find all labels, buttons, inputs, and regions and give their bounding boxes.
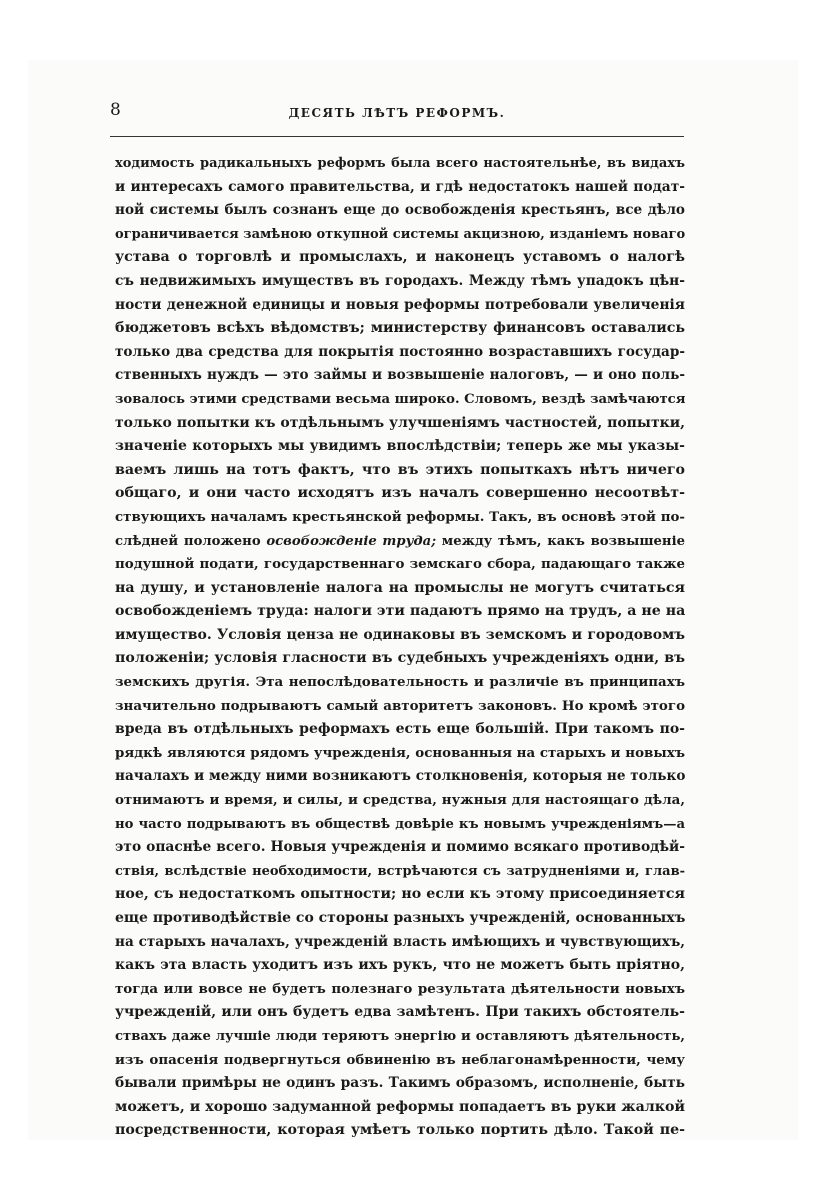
text-segment: имущество. Условія ценза не одинаковы въ земскомъ и городовомъ [115,626,685,643]
text-segment: на старыхъ началахъ, учрежденій власть имѣющихъ и чувствующихъ, [115,933,685,950]
text-line [115,718,685,742]
text-segment: ности денежной единицы и новыя реформы потребовали увеличенія [115,296,685,313]
text-segment: съ недвижимыхъ имуществъ въ городахъ. Между тѣмъ упадокъ цѣн- [115,272,685,289]
text-segment: общаго, и они часто исходятъ изъ началъ совершенно несоотвѣт- [115,485,685,502]
text-segment: бывали примѣры не одинъ разъ. Такимъ образомъ, исполненіе, быть [115,1075,685,1092]
text-segment: изъ опасенія подвергнуться обвиненію въ неблагонамѣренности, чему [115,1051,685,1068]
text-segment: и интересахъ самого правительства, и гдѣ недостатокъ нашей подат- [115,178,685,195]
text-line [115,223,685,247]
text-segment: учрежденій, или онъ будетъ едва замѣтенъ. При такихъ обстоятель- [115,1004,685,1021]
text-line [115,883,685,907]
text-segment: подушной подати, государственнаго земскаго сбора, падающаго также [115,556,685,573]
text-segment: отнимаютъ и время, и силы, и средства, нужныя для настоящаго дѣла, [115,792,685,809]
text-segment: на душу, и установленіе налога на промыслы не могутъ считаться [115,579,685,596]
text-segment: значительно подрываютъ самый авторитетъ законовъ. Но кромѣ этого [115,697,685,714]
text-segment: рядкѣ являются рядомъ учрежденія, основанныя на старыхъ и новыхъ [115,744,685,761]
text-line [115,742,685,766]
text-line [115,600,685,624]
text-line [115,931,685,955]
text-line [115,364,685,388]
text-segment: ственныхъ нуждъ — это займы и возвышеніе налоговъ, — и оно поль- [115,367,685,384]
text-line [115,1096,685,1120]
text-line [115,860,685,884]
text-segment: это опаснѣе всего. Новыя учрежденія и помимо всякаго противодѣй- [115,839,685,856]
text-line [115,1119,685,1143]
text-line [115,907,685,931]
text-line [115,624,685,648]
text-segment: еще противодѣйствіе со стороны разныхъ учрежденій, основанныхъ [115,910,685,926]
text-segment: ваемъ лишь на тотъ фактъ, что въ этихъ попыткахъ нѣтъ ничего [115,461,685,478]
running-title: ДЕСЯТЬ ЛѢТЪ РЕФОРМЪ. [288,106,506,120]
text-segment: положеніи; условія гласности въ судебныхъ учрежденіяхъ одни, въ [115,650,685,667]
text-segment: ограничивается замѣною откупной системы акцизною, изданіемъ новаго [115,226,685,242]
text-line [115,246,685,270]
text-line [115,1072,685,1096]
text-line [115,1025,685,1049]
text-segment: началахъ и между ними возникаютъ столкновенія, которыя не только [115,768,685,785]
text-line [115,1001,685,1025]
body-text [115,152,685,1143]
text-line [115,176,685,200]
text-segment: но часто подрываютъ въ обществѣ довѣріе къ новымъ учрежденіямъ—а [115,816,685,832]
text-segment: только попытки къ отдѣльнымъ улучшеніямъ частностей, попытки, [115,414,685,431]
text-segment: ствахъ даже лучшіе люди теряютъ энергію и оставляютъ дѣятельность, [115,1028,685,1044]
text-line [115,765,685,789]
text-line [115,435,685,459]
text-line [115,647,685,671]
text-segment: ствія, вслѣдствіе необходимости, встрѣчаются съ затрудненіями и, глав- [115,863,685,879]
text-line [115,482,685,506]
text-line [115,553,685,577]
text-line [115,341,685,365]
text-segment: освобожденіемъ труда: налоги эти падаютъ прямо на трудъ, а не на [115,603,685,620]
text-line [115,954,685,978]
text-segment: зовалось этими средствами весьма широко. Словомъ, вездѣ замѣчаются [115,391,685,407]
text-line [115,695,685,719]
text-line [115,270,685,294]
text-line [115,789,685,813]
text-segment: устава о торговлѣ и промыслахъ, и наконецъ уставомъ о налогѣ [115,249,685,266]
text-line [115,412,685,436]
text-segment: вреда въ отдѣльныхъ реформахъ есть еще большій. При такомъ по- [115,721,685,738]
text-line [115,577,685,601]
text-segment: земскихъ другія. Эта непослѣдовательность и различіе въ принципахъ [115,674,685,691]
text-line [115,978,685,1002]
text-line [115,459,685,483]
text-line [115,317,685,341]
text-segment: значеніе которыхъ мы увидимъ впослѣдствіи; теперь же мы указы- [115,438,685,455]
text-line [115,199,685,223]
page-number: 8 [110,100,121,120]
text-segment: только два средства для покрытія постоянно возраставшихъ государ- [115,343,685,360]
text-segment: можетъ, и хорошо задуманной реформы попадаетъ въ руки жалкой [115,1098,685,1115]
text-segment: между тѣмъ, какъ возвышеніе [436,533,685,549]
emphasized-phrase: освобожденіе труда; [266,533,437,549]
text-segment: посредственности, которая умѣетъ только портить дѣло. Такой пе- [115,1122,685,1139]
text-segment: какъ эта власть уходитъ изъ ихъ рукъ, что не можетъ быть пріятно, [115,957,685,974]
text-line [115,813,685,837]
text-segment: ходимость радикальныхъ реформъ была всего настоятельнѣе, въ видахъ [115,156,685,171]
text-segment: ствующихъ началамъ крестьянской реформы. Такъ, въ основѣ этой по- [115,508,685,525]
text-line [115,388,685,412]
text-line [115,294,685,318]
text-segment: ное, съ недостаткомъ опытности; но если къ этому присоединяется [115,886,685,903]
header-rule [110,136,684,137]
text-line [115,1049,685,1073]
text-segment: ной системы былъ сознанъ еще до освобожденія крестьянъ, все дѣло [115,202,685,219]
text-line [115,671,685,695]
text-segment: слѣдней положено [115,533,267,549]
text-segment: тогда или вовсе не будетъ полезнаго результата дѣятельности новыхъ [115,980,685,997]
text-line [115,152,685,176]
text-segment: бюджетовъ всѣхъ вѣдомствъ; министерству финансовъ оставались [115,320,685,337]
text-line [115,506,685,530]
text-line [115,836,685,860]
text-line [115,530,685,554]
